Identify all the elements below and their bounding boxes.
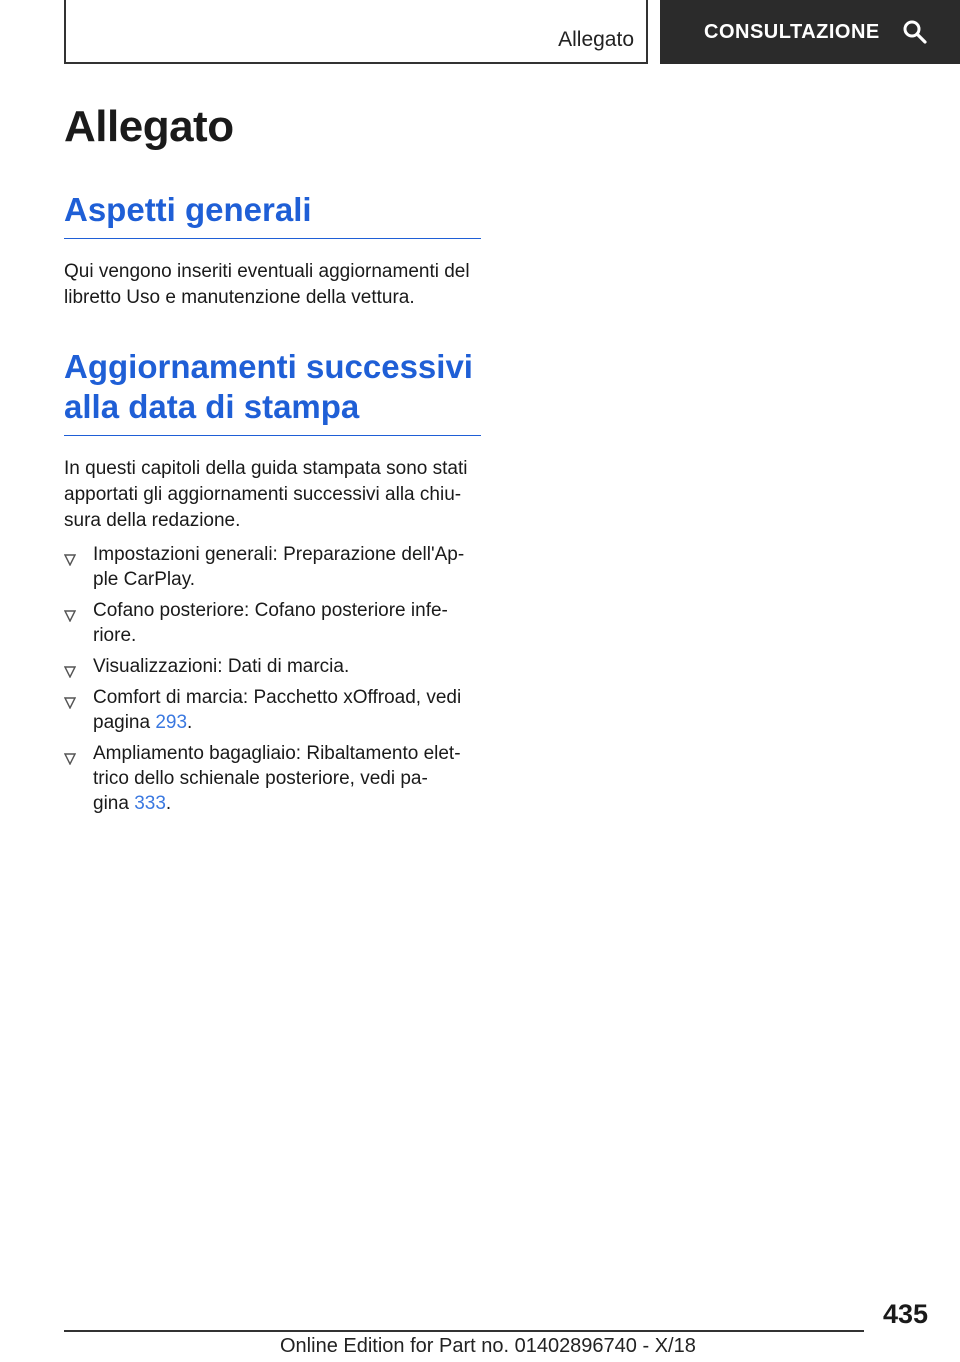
footer-divider [64,1330,864,1332]
consultazione-tab-label: CONSULTAZIONE [704,20,880,43]
list-item [64,654,481,679]
page-content [64,100,481,822]
list-item-line: riore. [93,625,137,646]
triangle-bullet-icon [64,548,76,560]
updates-list [64,542,481,816]
page-number: 435 [882,1299,928,1329]
list-item-line: Ampliamento bagagliaio: Ribaltamento elet- [93,743,461,764]
list-item-line: ple CarPlay. [93,569,196,590]
triangle-bullet-icon [64,660,76,672]
list-item-line [93,710,481,735]
paragraph-line: apportati gli aggiornamenti successivi alla chiu- [64,484,462,505]
list-item-text: gina [93,793,135,814]
list-item [64,598,481,648]
paragraph-line: Qui vengono inseriti eventuali aggiornamenti del [64,261,470,282]
search-icon [902,19,928,45]
page-link-293[interactable]: 293 [155,712,188,733]
list-item-line: trico dello schienale posteriore, vedi pa- [93,768,428,789]
section-title-line: Aggiornamenti successivi [64,348,473,385]
section-title-aspetti-generali: Aspetti generali [64,190,481,239]
list-item-line: Comfort di marcia: Pacchetto xOffroad, vedi [93,687,462,708]
list-item-line [93,791,481,816]
triangle-bullet-icon [64,691,76,703]
list-item-line: Impostazioni generali: Preparazione dell'Ap- [93,544,465,565]
section-aggiornamenti-paragraph [64,456,481,534]
header-section-label: Allegato [558,28,634,51]
section-aspetti-generali-paragraph [64,259,481,311]
list-item-text: pagina [93,712,156,733]
list-item-line: Cofano posteriore: Cofano posteriore infe- [93,600,448,621]
list-item [64,542,481,592]
section-title-aggiornamenti [64,347,481,436]
list-item-text: . [165,793,172,814]
consultazione-tab[interactable] [660,0,960,64]
list-item-text: . [187,712,193,733]
section-title-line: alla data di stampa [64,388,360,425]
paragraph-line: In questi capitoli della guida stampata sono stati [64,458,468,479]
footer-edition-text: Online Edition for Part no. 01402896740 - X/18 [280,1335,696,1357]
page-title: Allegato [64,102,234,151]
list-item-line: Visualizzazioni: Dati di marcia. [93,656,350,677]
triangle-bullet-icon [64,747,76,759]
triangle-bullet-icon [64,604,76,616]
paragraph-line: sura della redazione. [64,510,241,531]
list-item [64,685,481,735]
header-section-box [64,0,648,64]
list-item [64,741,481,816]
page-link-333[interactable]: 333 [134,793,166,814]
paragraph-line: libretto Uso e manutenzione della vettura. [64,287,415,308]
